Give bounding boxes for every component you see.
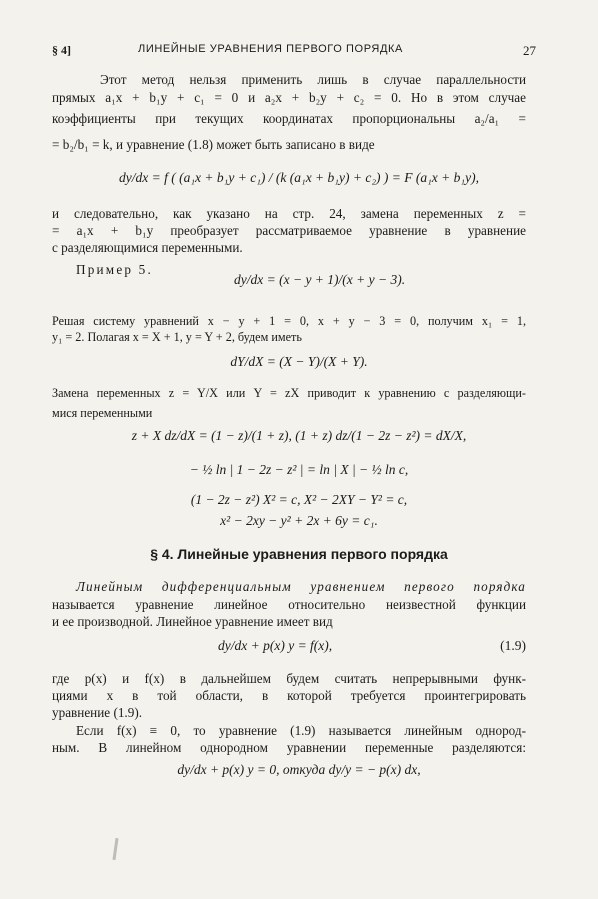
para2-line3: с разделяющимися переменными. <box>52 240 243 255</box>
para1-line4: = b₂/b₁ = k, и уравнение (1.8) может быть записано в виде <box>52 137 375 152</box>
para5-line1: Линейным дифференциальным уравнением первого порядка <box>76 579 526 594</box>
para5-line2: называется уравнение линейное относительно неизвестной функции <box>52 597 526 612</box>
para7-line1: Если f(x) ≡ 0, то уравнение (1.9) называется линейным однород- <box>76 723 526 738</box>
para4-line2: мися переменными <box>52 406 153 420</box>
para3-line1: Решая систему уравнений x − y + 1 = 0, x + y − 3 = 0, получим x₁ = 1, <box>52 314 526 328</box>
para1-line3: коэффициенты при текущих координатах пропорциональны a₂/a₁ = <box>52 111 526 126</box>
para5-line3: и ее производной. Линейное уравнение имеет вид <box>52 614 333 629</box>
equation-2: dY/dX = (X − Y)/(X + Y). <box>230 354 368 369</box>
para1-line1: Этот метод нельзя применить лишь в случае параллельности <box>100 72 526 87</box>
equation-4: dy/dx + p(x) y = 0, откуда dy/y = − p(x) dx, <box>177 762 421 777</box>
para6-line1: где p(x) и f(x) в дальнейшем будем считать непрерывными функ- <box>52 671 526 686</box>
page-number: 27 <box>523 43 536 58</box>
equation-3b: − ½ ln | 1 − 2z − z² | = ln | X | − ½ ln c, <box>189 462 409 477</box>
example-label: Пример 5. <box>76 262 153 277</box>
equation-1: dy/dx = f ( (a₁x + b₁y + c₁) / (k (a₁x + b₁y) + c₂) ) = F (a₁x + b₁y), <box>119 170 479 185</box>
para7-line2: ным. В линейном однородном уравнении переменные разделяются: <box>52 740 526 755</box>
para2-line2: = a₁x + b₁y преобразует рассматриваемое уравнение в уравнение <box>52 223 526 238</box>
equation-3a: z + X dz/dX = (1 − z)/(1 + z), (1 + z) dz/(1 − 2z − z²) = dX/X, <box>131 428 467 443</box>
equation-1-9: dy/dx + p(x) y = f(x), <box>218 638 333 653</box>
equation-number: (1.9) <box>500 638 526 653</box>
equation-3c: (1 − 2z − z²) X² = c, X² − 2XY − Y² = c, <box>190 492 408 507</box>
para2-line1: и следовательно, как указано на стр. 24, замена переменных z = <box>52 206 526 221</box>
para3-line2: y₁ = 2. Полагая x = X + 1, y = Y + 2, будем иметь <box>52 330 302 344</box>
para6-line3: уравнение (1.9). <box>52 705 143 720</box>
example-equation: dy/dx = (x − y + 1)/(x + y − 3). <box>234 272 406 287</box>
header-section: § 4] <box>52 43 71 57</box>
scan-mark <box>112 838 118 860</box>
equation-3d: x² − 2xy − y² + 2x + 6y = c₁. <box>220 513 378 528</box>
para4-line1: Замена переменных z = Y/X или Y = zX приводит к уравнению с разделяющи- <box>52 386 526 400</box>
running-header <box>52 43 536 59</box>
para1-line2: прямых a₁x + b₁y + c₁ = 0 и a₂x + b₂y + c₂ = 0. Но в этом случае <box>52 90 526 105</box>
header-title: ЛИНЕЙНЫЕ УРАВНЕНИЯ ПЕРВОГО ПОРЯДКА <box>138 43 403 55</box>
para6-line2: циями x в той области, в которой требуется проинтегрировать <box>52 688 526 703</box>
section-heading: § 4. Линейные уравнения первого порядка <box>150 546 448 562</box>
